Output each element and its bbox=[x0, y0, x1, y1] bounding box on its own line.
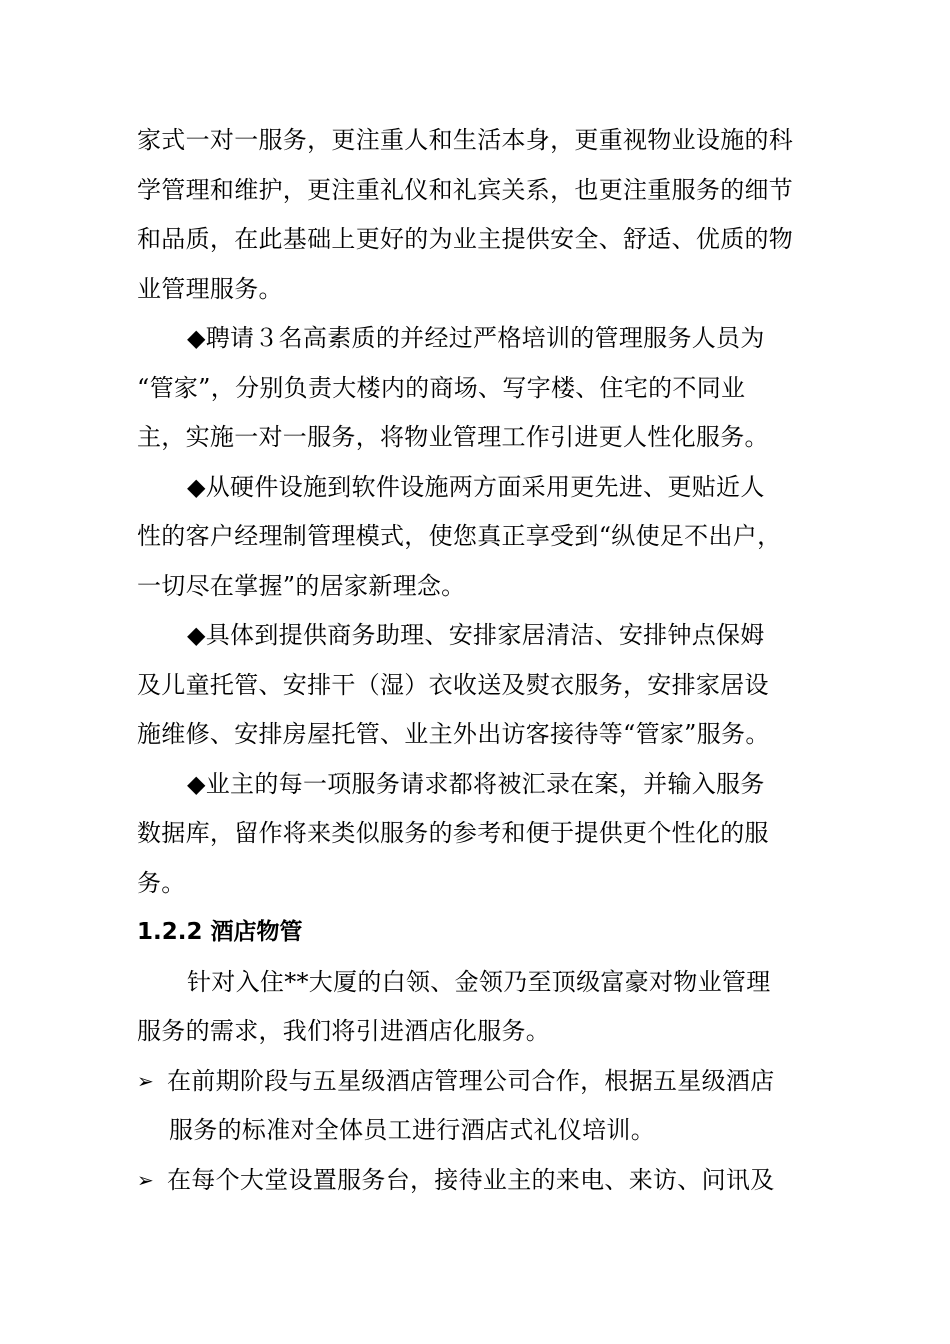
text-line: 在前期阶段与五星级酒店管理公司合作，根据五星级酒店 bbox=[167, 1066, 775, 1095]
arrow-bullet-icon: ➢ bbox=[137, 1068, 155, 1093]
text-line: 学管理和维护，更注重礼仪和礼宾关系，也更注重服务的细节 bbox=[137, 175, 794, 204]
paragraph-management-mode bbox=[137, 463, 822, 612]
text-line: ◆从硬件设施到软件设施两方面采用更先进、更贴近人 bbox=[187, 472, 765, 501]
document-page bbox=[137, 116, 822, 1205]
paragraph-butler-staff bbox=[137, 314, 822, 463]
text-line: 和品质，在此基础上更好的为业主提供安全、舒适、优质的物 bbox=[137, 225, 794, 253]
paragraph-services bbox=[137, 611, 822, 760]
text-line: 施维修、安排房屋托管、业主外出访客接待等“管家”服务。 bbox=[137, 720, 770, 748]
text-line: 及儿童托管、安排干（湿）衣收送及熨衣服务，安排家居设 bbox=[137, 670, 769, 699]
text-line: 家式一对一服务，更注重人和生活本身，更重视物业设施的科 bbox=[137, 126, 794, 154]
text-line: 业管理服务。 bbox=[137, 274, 283, 303]
text-line: 数据库，留作将来类似服务的参考和便于提供更个性化的服 bbox=[137, 819, 769, 847]
text-line: 一切尽在掌握”的居家新理念。 bbox=[137, 571, 466, 600]
text-line: ◆业主的每一项服务请求都将被汇录在案，并输入服务 bbox=[187, 769, 765, 798]
section-heading: 1.2.2 酒店物管 bbox=[137, 919, 303, 945]
text-line: “管家”，分别负责大楼内的商场、写字楼、住宅的不同业 bbox=[137, 373, 746, 402]
intro-paragraph bbox=[137, 116, 822, 314]
text-line: 针对入住**大厦的白领、金领乃至顶级富豪对物业管理 bbox=[187, 967, 771, 996]
text-line: 服务的需求，我们将引进酒店化服务。 bbox=[137, 1017, 551, 1045]
bullet-item bbox=[137, 1057, 822, 1156]
text-line: 服务的标准对全体员工进行酒店式礼仪培训。 bbox=[169, 1116, 655, 1144]
section-intro-paragraph bbox=[137, 958, 822, 1057]
bullet-item bbox=[137, 1156, 822, 1206]
text-line: ◆聘请３名高素质的并经过严格培训的管理服务人员为 bbox=[187, 324, 765, 352]
paragraph-records bbox=[137, 760, 822, 909]
text-line: 主，实施一对一服务，将物业管理工作引进更人性化服务。 bbox=[137, 423, 769, 451]
text-line: 在每个大堂设置服务台，接待业主的来电、来访、问讯及 bbox=[167, 1165, 775, 1194]
text-line: 性的客户经理制管理模式，使您真正享受到“纵使足不出户， bbox=[137, 522, 782, 550]
text-line: 务。 bbox=[137, 868, 186, 897]
arrow-bullet-icon: ➢ bbox=[137, 1167, 155, 1192]
text-line: ◆具体到提供商务助理、安排家居清洁、安排钟点保姆 bbox=[187, 621, 765, 649]
